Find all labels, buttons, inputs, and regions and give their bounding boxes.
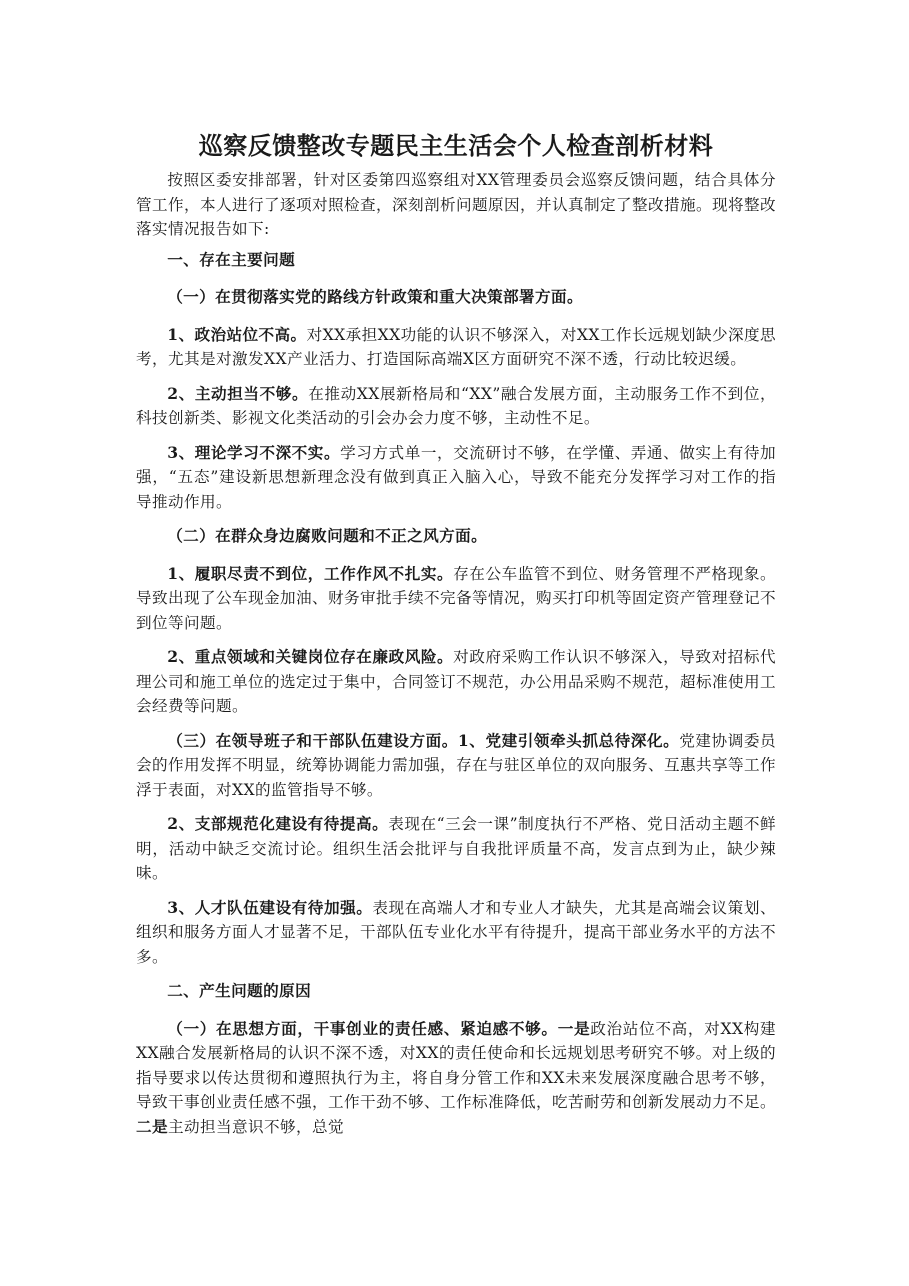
- cause-point-lead: 一是: [557, 1018, 591, 1038]
- problem-item-text: 存在公车监管不到位、财务管理不严格现象。导致出现了公车现金加油、财务审批手续不完备等情况，购买打印机等固定资产管理登记不到位等问题。: [136, 564, 776, 632]
- subsection-heading-leadership: （三）在领导班子和干部队伍建设方面。: [167, 730, 458, 750]
- problem-item: [136, 382, 776, 431]
- intro-paragraph: 按照区委安排部署，针对区委第四巡察组对XX管理委员会巡察反馈问题，结合具体分管工作，本人进行了逐项对照检查，深刻剖析问题原因，并认真制定了整改措施。现将整改落实情况报告如下:: [136, 171, 776, 238]
- problem-item-text: 党建协调委员会的作用发挥不明显，统筹协调能力需加强，存在与驻区单位的双向服务、互惠共享等工作浮于表面，对XX的监管指导不够。: [136, 731, 776, 799]
- section-heading-problems: 一、存在主要问题: [167, 250, 296, 269]
- problem-item-text: 对XX承担XX功能的认识不够深入，对XX工作长远规划缺少深度思考，尤其是对激发XX产业活力、打造国际高端X区方面研究不深不透，行动比较迟缓。: [136, 325, 776, 368]
- problem-item-text: 学习方式单一，交流研讨不够，在学懂、弄通、做实上有待加强，“五态”建设新思想新理念没有做到真正入脑入心，导致不能充分发挥学习对工作的指导推动作用。: [136, 443, 776, 511]
- problem-item-lead: 3、人才队伍建设有待加强。: [167, 897, 373, 917]
- problem-item: [136, 812, 776, 886]
- cause-point-lead: 二是: [136, 1116, 168, 1136]
- problem-item-lead: 2、支部规范化建设有待提高。: [167, 814, 389, 833]
- problem-item: [136, 441, 776, 515]
- problem-item-lead: 2、主动担当不够。: [167, 383, 309, 403]
- problem-item: [136, 896, 776, 970]
- problem-item-lead: 2、重点领域和关键岗位存在廉政风险。: [167, 647, 454, 666]
- subsection-heading-corruption: （二）在群众身边腐败问题和不正之风方面。: [167, 526, 488, 545]
- document-page: [136, 126, 776, 1149]
- cause-point-text: 政治站位不高，对XX构建XX融合发展新格局的认识不深不透，对XX的责任使命和长远规划思考研究不够。对上级的指导要求以传达贯彻和遵照执行为主，将自身分管工作和XX未来发展深度融合思考不够，导致干事创业责任感不强，工作干劲不够、工作标准降低，吃苦耐劳和创新发展动力不足。: [136, 1019, 776, 1111]
- cause-paragraph: [136, 1017, 776, 1140]
- problem-item-lead: 1、政治站位不高。: [167, 324, 307, 344]
- cause-subsection-heading: （一）在思想方面，干事创业的责任感、紧迫感不够。: [167, 1018, 558, 1038]
- problem-item-text: 在推动XX展新格局和“XX”融合发展方面，主动服务工作不到位，科技创新类、影视文化类活动的引会办会力度不够，主动性不足。: [136, 384, 777, 427]
- problem-item-lead: 1、履职尽责不到位，工作作风不扎实。: [167, 563, 454, 583]
- problem-item-lead: 1、党建引领牵头抓总待深化。: [457, 730, 680, 750]
- problem-item-lead: 3、理论学习不深不实。: [167, 442, 341, 462]
- problem-item: [136, 729, 776, 803]
- cause-point-text: 主动担当意识不够，总觉: [168, 1117, 344, 1136]
- subsection-heading-policy: （一）在贯彻落实党的路线方针政策和重大决策部署方面。: [167, 287, 584, 306]
- problem-item-text: 表现在高端人才和专业人才缺失，尤其是高端会议策划、组织和服务方面人才显著不足，干部队伍专业化水平有待提升，提高干部业务水平的方法不多。: [136, 898, 776, 966]
- problem-item: [136, 562, 776, 636]
- section-heading-causes: 二、产生问题的原因: [167, 982, 312, 1000]
- problem-item-text: 对政府采购工作认识不够深入，导致对招标代理公司和施工单位的选定过于集中，合同签订不规范，办公用品采购不规范，超标准使用工会经费等问题。: [136, 648, 776, 715]
- problem-item-text: 表现在“三会一课”制度执行不严格、党日活动主题不鲜明，活动中缺乏交流讨论。组织生活会批评与自我批评质量不高，发言点到为止，缺少辣味。: [136, 815, 776, 882]
- problem-item: [136, 323, 776, 372]
- document-title: 巡察反馈整改专题民主生活会个人检查剖析材料: [198, 132, 714, 160]
- problem-item: [136, 645, 776, 719]
